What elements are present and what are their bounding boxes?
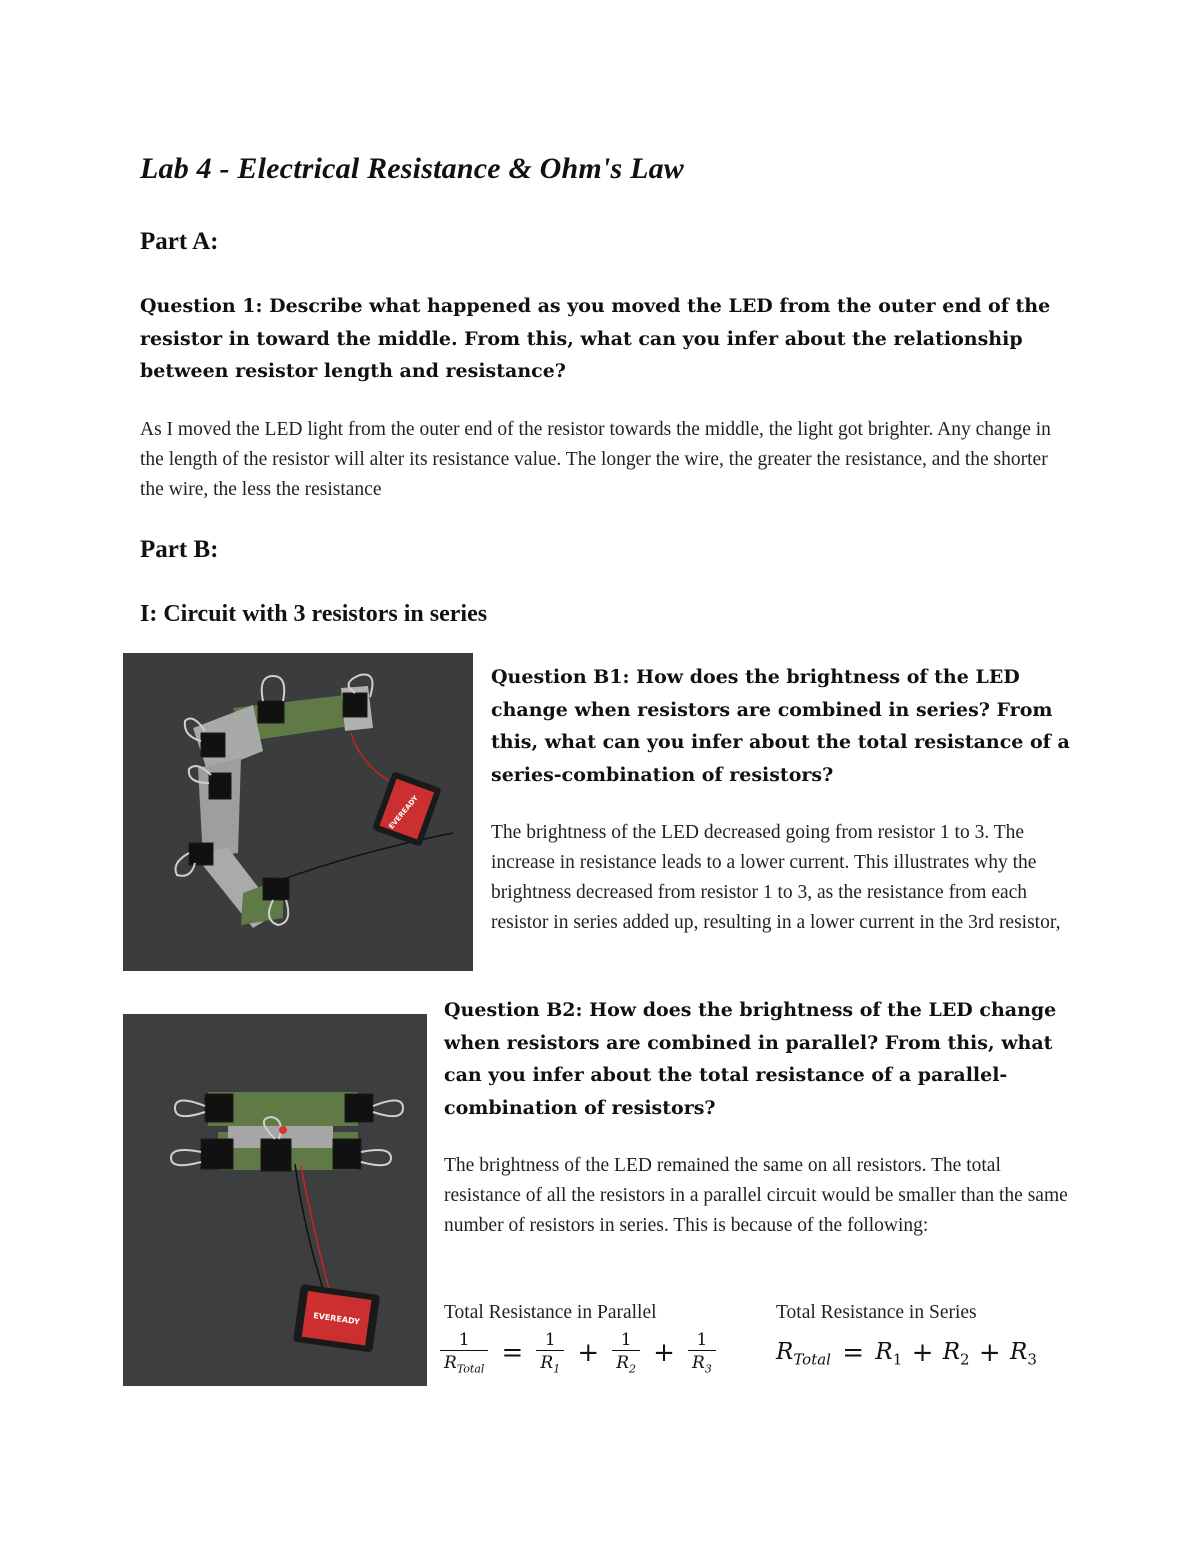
question-1: Question 1: Describe what happened as you moved the LED from the outer end of the resistor in toward the middle. From this, what can you infer about the relationship between resistor length and resistance? xyxy=(140,295,1051,382)
answer-1: As I moved the LED light from the outer end of the resistor towards the middle, the light got brighter. Any change in the length of the resistor will alter its resistance value. The longer the wire, the greater the resistance, and the shorter the wire, the less the resistance xyxy=(140,419,1051,500)
series-circuit-photo xyxy=(123,653,473,971)
battery-brand-text: EVEREADY xyxy=(387,794,420,831)
answer-b2: The brightness of the LED remained the same on all resistors. The total resistance of all the resistors in a parallel circuit would be smaller than the same number of resistors in series. This is because of the following: xyxy=(444,1155,1068,1236)
fraction-r1: $\frac{1}{R_1}$ xyxy=(536,1330,564,1375)
fraction-r2: $\frac{1}{R_2}$ xyxy=(612,1330,640,1375)
battery-brand-text-2: EVEREADY xyxy=(312,1311,361,1327)
series-formula: $R_{Total} = R_1 + R_2 + R_3$ xyxy=(776,1338,1037,1369)
series-label: Total Resistance in Series xyxy=(776,1302,977,1323)
question-b2: Question B2: How does the brightness of the LED change when resistors are combined in parallel? From this, what can you infer about the total resistance of a parallel-combination of resistors? xyxy=(444,999,1057,1119)
parallel-label: Total Resistance in Parallel xyxy=(444,1302,657,1323)
fraction-r3: $\frac{1}{R_3}$ xyxy=(688,1330,716,1375)
parallel-formula: $\frac{1}{R_{Total}}$ = $\frac{1}{R_1}$ + $\frac{1}{R_2}$ + $\frac{1}{R_3}$ xyxy=(440,1330,716,1375)
series-circuit-illustration xyxy=(123,653,473,971)
document-title: Lab 4 - Electrical Resistance & Ohm's Law xyxy=(140,152,685,185)
parallel-circuit-illustration xyxy=(123,1014,427,1386)
parallel-circuit-photo xyxy=(123,1014,427,1386)
part-b-heading: Part B: xyxy=(140,536,219,563)
answer-b1: The brightness of the LED decreased going from resistor 1 to 3. The increase in resistance leads to a lower current. This illustrates why the brightness decreased from resistor 1 to 3, as the resistance from each resistor in series added up, resulting in a lower current in the 3rd resistor, xyxy=(491,822,1061,933)
part-a-heading: Part A: xyxy=(140,228,219,255)
question-b1: Question B1: How does the brightness of the LED change when resistors are combined in series? From this, what can you infer about the total resistance of a series-combination of resistors? xyxy=(491,666,1070,786)
series-subheading: I: Circuit with 3 resistors in series xyxy=(140,601,488,627)
fraction-total: $\frac{1}{R_{Total}}$ xyxy=(440,1330,488,1375)
